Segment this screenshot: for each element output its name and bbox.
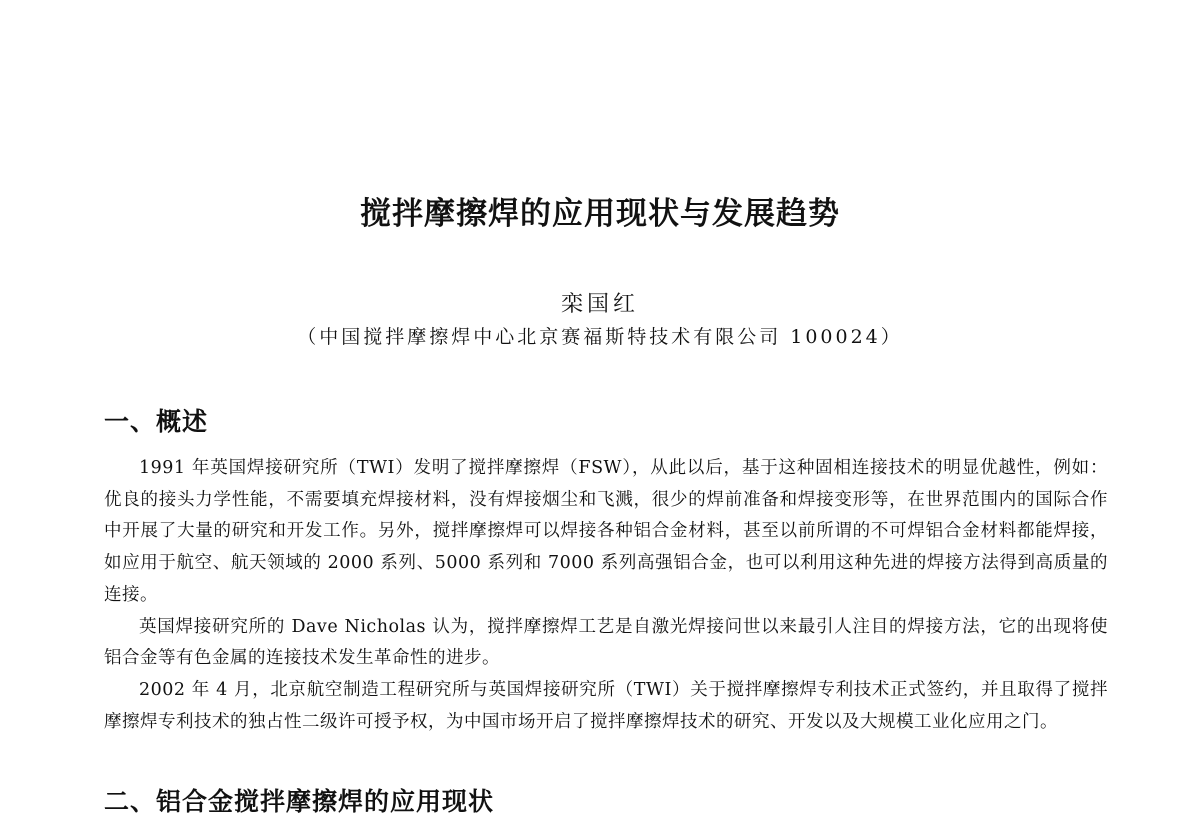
section-heading-application-status: 二、铝合金搅拌摩擦焊的应用现状 xyxy=(104,787,495,816)
paragraph: 英国焊接研究所的 Dave Nicholas 认为，搅拌摩擦焊工艺是自激光焊接问世以来最引人注目的焊接方法，它的出现将使铝合金等有色金属的连接技术发生革命性的进步。 xyxy=(104,616,1108,669)
paragraph: 1991 年英国焊接研究所（TWI）发明了搅拌摩擦焊（FSW），从此以后，基于这种固相连接技术的明显优越性，例如：优良的接头力学性能，不需要填充焊接材料，没有焊接烟尘和飞溅，很少的焊前准备和焊接变形等，在世界范围内的国际合作中开展了大量的研究和开发工作。另外，搅拌摩擦焊可以焊接各种铝合金材料，甚至以前所谓的不可焊铝合金材料都能焊接，如应用于航空、航天领域的 2000 系列、5000 系列和 7000 系列高强铝合金，也可以利用这种先进的焊接方法得到高质量的连接。 xyxy=(104,458,1108,605)
section-body-overview xyxy=(104,453,1108,738)
paper-title: 搅拌摩擦焊的应用现状与发展趋势 xyxy=(360,196,840,232)
section-heading-overview: 一、概述 xyxy=(104,407,209,436)
paragraph: 2002 年 4 月，北京航空制造工程研究所与英国焊接研究所（TWI）关于搅拌摩擦焊专利技术正式签约，并且取得了搅拌摩擦焊专利技术的独占性二级许可授予权，为中国市场开启了搅拌摩擦焊技术的研究、开发以及大规模工业化应用之门。 xyxy=(104,679,1108,732)
author-name: 栾国红 xyxy=(560,292,639,317)
author-affiliation: （中国搅拌摩擦焊中心北京赛福斯特技术有限公司 100024） xyxy=(297,326,903,348)
